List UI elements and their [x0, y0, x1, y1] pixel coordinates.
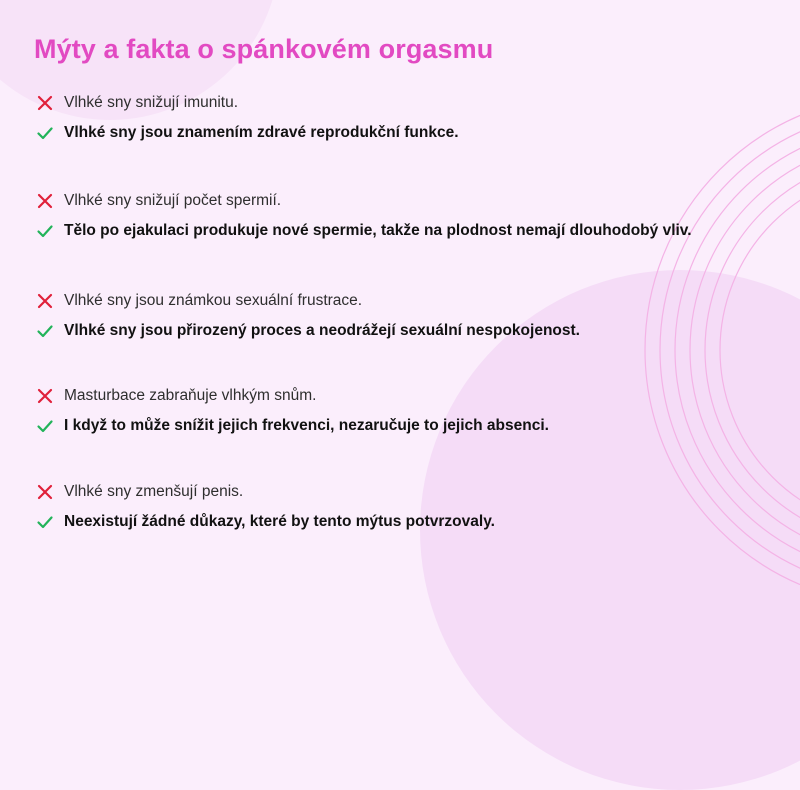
- fact-text: I když to může snížit jejich frekvenci, nezaručuje to jejich absenci.: [64, 417, 549, 434]
- myth-fact-pair: [36, 190, 776, 242]
- myth-fact-pair: [36, 481, 776, 533]
- fact-row: [36, 415, 776, 437]
- fact-text: Vlhké sny jsou znamením zdravé reprodukční funkce.: [64, 124, 459, 141]
- myth-text: Vlhké sny snižují imunitu.: [64, 94, 239, 111]
- check-icon: [36, 417, 54, 435]
- myth-text: Vlhké sny snižují počet spermií.: [64, 192, 282, 209]
- fact-row: [36, 122, 776, 144]
- page-title: Mýty a fakta o spánkovém orgasmu: [34, 34, 494, 64]
- fact-text: Neexistují žádné důkazy, které by tento mýtus potvrzovaly.: [64, 513, 495, 530]
- fact-text: Tělo po ejakulaci produkuje nové spermie, takže na plodnost nemají dlouhodobý vliv.: [64, 222, 692, 239]
- myth-fact-pair: [36, 290, 776, 342]
- cross-icon: [36, 94, 54, 112]
- cross-icon: [36, 292, 54, 310]
- fact-row: [36, 511, 776, 533]
- myth-fact-pair: [36, 385, 776, 437]
- fact-row: [36, 320, 776, 342]
- check-icon: [36, 322, 54, 340]
- myth-row: [36, 190, 776, 212]
- myth-text: Masturbace zabraňuje vlhkým snům.: [64, 387, 317, 404]
- myth-row: [36, 385, 776, 407]
- cross-icon: [36, 192, 54, 210]
- check-icon: [36, 222, 54, 240]
- myth-row: [36, 481, 776, 503]
- check-icon: [36, 513, 54, 531]
- myth-text: Vlhké sny jsou známkou sexuální frustrace.: [64, 292, 363, 309]
- fact-row: [36, 220, 776, 242]
- myth-fact-pair: [36, 92, 776, 144]
- check-icon: [36, 124, 54, 142]
- cross-icon: [36, 387, 54, 405]
- myth-text: Vlhké sny zmenšují penis.: [64, 483, 244, 500]
- cross-icon: [36, 483, 54, 501]
- fact-text: Vlhké sny jsou přirozený proces a neodrážejí sexuální nespokojenost.: [64, 322, 580, 339]
- myth-row: [36, 290, 776, 312]
- myth-row: [36, 92, 776, 114]
